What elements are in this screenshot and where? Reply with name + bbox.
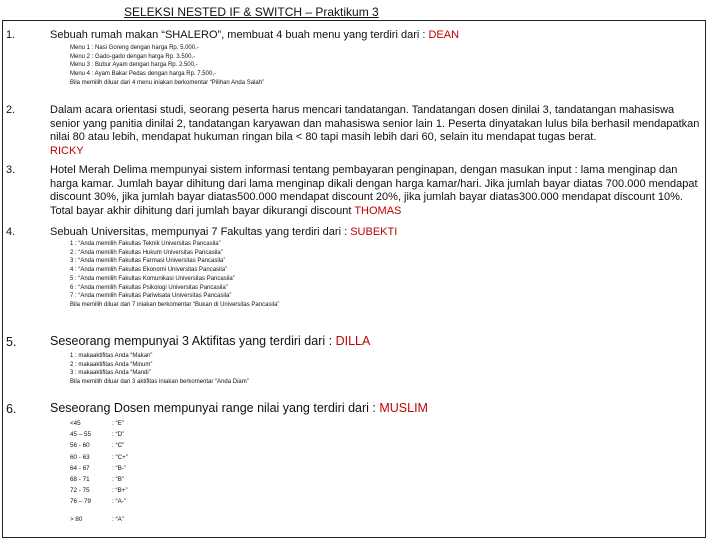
q5-number: 5. [6,335,17,349]
q4-faculty-item: 3 : “Anda memilih Fakultas Farmasi Universitas Pancasila” [70,258,226,265]
range-grade: : “C” [112,442,125,450]
q2-student-name: RICKY [50,144,84,157]
range-row [70,453,128,465]
page-title-text: SELEKSI NESTED IF & SWITCH – Praktikum 3 [124,5,379,19]
page-title [124,5,379,19]
range-grade: : “B-” [112,464,126,472]
q1-student-name: DEAN [428,29,460,41]
q5-question: Seseorang mempunyai 3 Aktifitas yang terdiri dari : [50,334,336,348]
range-grade: : “B” [112,475,124,483]
q1-text [50,29,702,43]
q4-faculty-list [70,240,279,310]
range-row [70,475,124,487]
q6-range-table [70,420,128,527]
range-value: > 80 [70,515,83,523]
q4-text [50,226,702,240]
q1-menu-note: Bila memilih diluar dari 4 menu iniakan berkomentar “Pilihan Anda Salah” [70,79,265,86]
q6-question: Seseorang Dosen mempunyai range nilai yang terdiri dari : [50,401,380,415]
range-value: 45 – 55 [70,431,92,439]
q5-text [50,335,702,349]
q2-question: Dalam acara orientasi studi, seorang peserta harus mencari tandatangan. Tandatangan dosen dinilai 3, tandatangan mahasiswa senior yang panitia dinilai 2, tandatangan karyawan dan mahasiswa senior lain 1. Peserta dinyatakan lulus bila berhasil mendapatkan nilai 80 atau lebih, mendapat hukuman ringan bila < 80 tapi masih lebih dari 60, selain itu mendapat tugas berat. [50,104,700,143]
range-value: <45 [70,420,81,427]
range-value: 64 - 67 [70,464,90,472]
q4-faculty-item: 2 : “Anda memilih Fakultas Hukum Universitas Pancasila” [70,249,223,256]
q1-menu-item: Menu 3 : Bubur Ayam dengan harga Rp. 2.500,- [70,62,198,69]
q5-activity-note: Bila memilih diluar dari 3 aktifitas iniakan berkomentar “Anda Diam” [70,379,249,386]
range-grade: : “C+” [112,453,128,461]
range-row [70,515,124,527]
q1-menu-list [70,44,264,88]
range-row [70,431,125,442]
q1-menu-item: Menu 2 : Gado-gado dengan harga Rp. 3.500,- [70,53,196,60]
q4-faculty-note: Bila memilih diluar dari 7 iniakan berkomentar “Bukan di Universitas Pancasila” [70,301,280,308]
range-value: 76 – 79 [70,498,92,506]
q6-number: 6. [6,402,17,416]
q2-number: 2. [6,104,16,116]
q3-text [50,164,702,218]
range-row [70,442,125,453]
range-grade: : “A-” [112,498,126,506]
q4-faculty-item: 7 : “Anda memilih Fakultas Pariwisata Universitas Pancasila” [70,293,232,300]
range-grade: : “E” [112,420,124,427]
q3-student-name: THOMAS [354,204,402,217]
range-row [70,487,128,498]
q5-activity-item: 3 : makaaktifitas Anda “Mandi” [70,370,151,377]
range-grade: : “A” [112,515,124,523]
q1-number: 1. [6,29,16,41]
q4-faculty-item: 5 : “Anda memilih Fakultas Komunikasi Universitas Pancasila” [70,275,235,282]
q4-number: 4. [6,226,16,238]
range-row [70,420,124,431]
q6-student-name: MUSLIM [379,401,428,415]
q4-faculty-item: 4 : “Anda memilih Fakultas Ekonomi Universitas Pancasila” [70,267,228,274]
q1-menu-item: Menu 1 : Nasi Goreng dengan harga Rp. 5.000,- [70,45,199,51]
range-value: 68 - 71 [70,475,90,483]
range-value: 60 - 63 [70,453,90,461]
q1-menu-item: Menu 4 : Ayam Bakar Pedas dengan harga Rp. 7.500,- [70,71,216,78]
q5-activity-item: 2 : makaaktifitas Anda “Minum” [70,361,153,368]
range-grade: : “B+” [112,487,128,495]
range-value: 72 - 75 [70,487,90,495]
range-value: 56 - 60 [70,442,90,450]
q5-student-name: DILLA [335,334,371,348]
q4-faculty-item: 1 : “Anda memilih Fakultas Teknik Universitas Pancasila” [70,241,221,247]
q4-faculty-item: 6 : “Anda memilih Fakultas Psikologi Universitas Pancasila” [70,284,228,291]
q4-student-name: SUBEKTI [350,226,398,238]
range-grade: : “D” [112,431,125,439]
range-row [70,464,126,476]
q6-text [50,402,702,416]
q5-activity-item: 1 : makaaktifitas Anda “Makan” [70,353,153,359]
q3-number: 3. [6,164,16,176]
q2-text [50,104,702,158]
q1-question: Sebuah rumah makan “SHALERO”, membuat 4 buah menu yang terdiri dari : [50,29,429,41]
q3-question: Hotel Merah Delima mempunyai sistem informasi tentang pembayaran penginapan, dengan masukan input : lama menginap dan harga kamar. Jumlah bayar dihitung dari lama menginap dikali dengan harga kamar/hari. Jika jumlah bayar diatas 700.000 mendapat discount 30%, jika jumlah bayar diatas500.000 mendapat discount 20%, jika jumlah bayar diatas300.000 mendapat discount 10%. Total bayar akhir dihitung dari jumlah bayar dikurangi discount [50,164,698,217]
range-row [70,498,126,509]
q5-activity-list [70,352,249,387]
q4-question: Sebuah Universitas, mempunyai 7 Fakultas yang terdiri dari : [50,226,351,238]
